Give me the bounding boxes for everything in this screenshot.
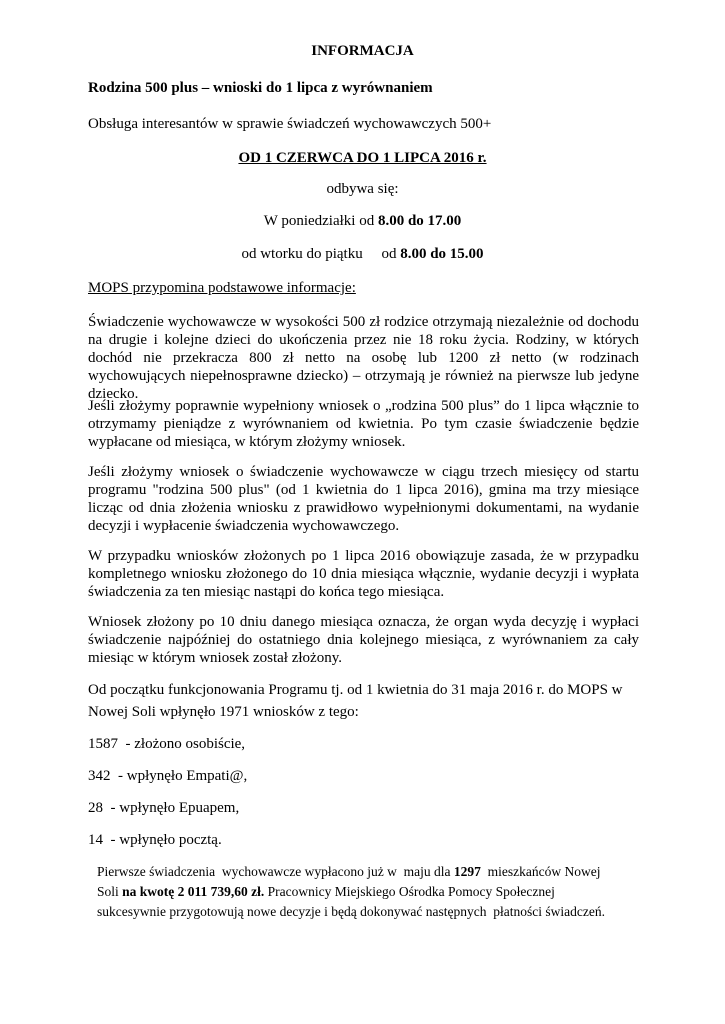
closing-line-2	[97, 882, 555, 902]
paragraph-after-july: W przypadku wniosków złożonych po 1 lipca 2016 obowiązuje zasada, że w przypadku kompletnego wniosku złożonego do 10 dnia miesiąca włącznie, wydanie decyzji i wypłata świadczenia za ten miesiąc nastąpi do końca tego miesiąca.	[88, 548, 639, 600]
residents-count: 1297	[453, 864, 481, 879]
monday-hours: 8.00 do 17.00	[377, 213, 462, 229]
document-subtitle: Rodzina 500 plus – wnioski do 1 lipca z wyrównaniem	[88, 80, 433, 96]
paragraph-deadline: Jeśli złożymy poprawnie wypełniony wniosek o „rodzina 500 plus” do 1 lipca włącznie to otrzymamy pieniądze z wyrównaniem od kwietnia. Po tym czasie świadczenie będzie wypłacane od miesiąca, w którym złożymy wniosek.	[88, 398, 639, 450]
stat-item-empatia: 342 - wpłynęło Empati@,	[88, 768, 248, 784]
closing-text-c: Soli	[97, 884, 123, 899]
reminder-heading: MOPS przypomina podstawowe informacje:	[88, 280, 356, 296]
weekday-hours: 8.00 do 15.00	[400, 246, 484, 262]
closing-text-d: Pracownicy Miejskiego Ośrodka Pomocy Społecznej	[264, 884, 555, 899]
payment-amount: na kwotę 2 011 739,60 zł.	[122, 884, 265, 899]
stats-intro-line2: Nowej Soli wpłynęło 1971 wniosków z tego:	[88, 704, 359, 720]
monday-prefix: W poniedziałki od	[263, 213, 378, 229]
stat-item-post: 14 - wpłynęło pocztą.	[88, 832, 222, 848]
monday-hours-line	[0, 212, 725, 230]
closing-line-3: sukcesywnie przygotowują nowe decyzje i będą dokonywać następnych płatności świadczeń.	[97, 904, 605, 919]
stats-intro-line1: Od początku funkcjonowania Programu tj. od 1 kwietnia do 31 maja 2016 r. do MOPS w	[88, 682, 623, 698]
takes-place-text: odbywa się:	[326, 181, 399, 197]
closing-text-a: Pierwsze świadczenia wychowawcze wypłacono już w maju dla	[97, 864, 454, 879]
weekday-prefix: od wtorku do piątku od	[241, 246, 401, 262]
closing-line-1	[97, 862, 600, 882]
closing-text-b: mieszkańców Nowej	[480, 864, 601, 879]
paragraph-processing-time: Jeśli złożymy wniosek o świadczenie wychowawcze w ciągu trzech miesięcy od startu programu "rodzina 500 plus" (od 1 kwietnia do 1 lipca 2016), gmina ma trzy miesiące licząc od dnia złożenia wniosku z prawidłowo wypełnionymi dokumentami, na wydanie decyzji i wypłacenie świadczenia wychowawczego.	[88, 464, 639, 534]
paragraph-benefit-amount: Świadczenie wychowawcze w wysokości 500 zł rodzice otrzymają niezależnie od dochodu na drugie i kolejne dzieci do ukończenia przez nie 18 roku życia. Rodziny, w których dochód nie przekracza 800 zł netto na osobę lub 1200 zł netto (w rodzinach wychowujących niepełnosprawne dziecko) – otrzymają je również na pierwsze lub jedyne dziecko.	[88, 314, 639, 402]
stat-item-epuap: 28 - wpłynęło Epuapem,	[88, 800, 240, 816]
weekday-hours-line	[0, 245, 725, 263]
service-line: Obsługa interesantów w sprawie świadczeń wychowawczych 500+	[88, 116, 492, 132]
document-title: INFORMACJA	[311, 43, 414, 59]
paragraph-after-tenth: Wniosek złożony po 10 dniu danego miesiąca oznacza, że organ wyda decyzję i wypłaci świadczenie najpóźniej do ostatniego dnia kolejnego miesiąca, z wyrównaniem za cały miesiąc w którym wniosek został złożony.	[88, 614, 639, 666]
period-heading: OD 1 CZERWCA DO 1 LIPCA 2016 r.	[238, 150, 487, 166]
stat-item-in-person: 1587 - złożono osobiście,	[88, 736, 246, 752]
